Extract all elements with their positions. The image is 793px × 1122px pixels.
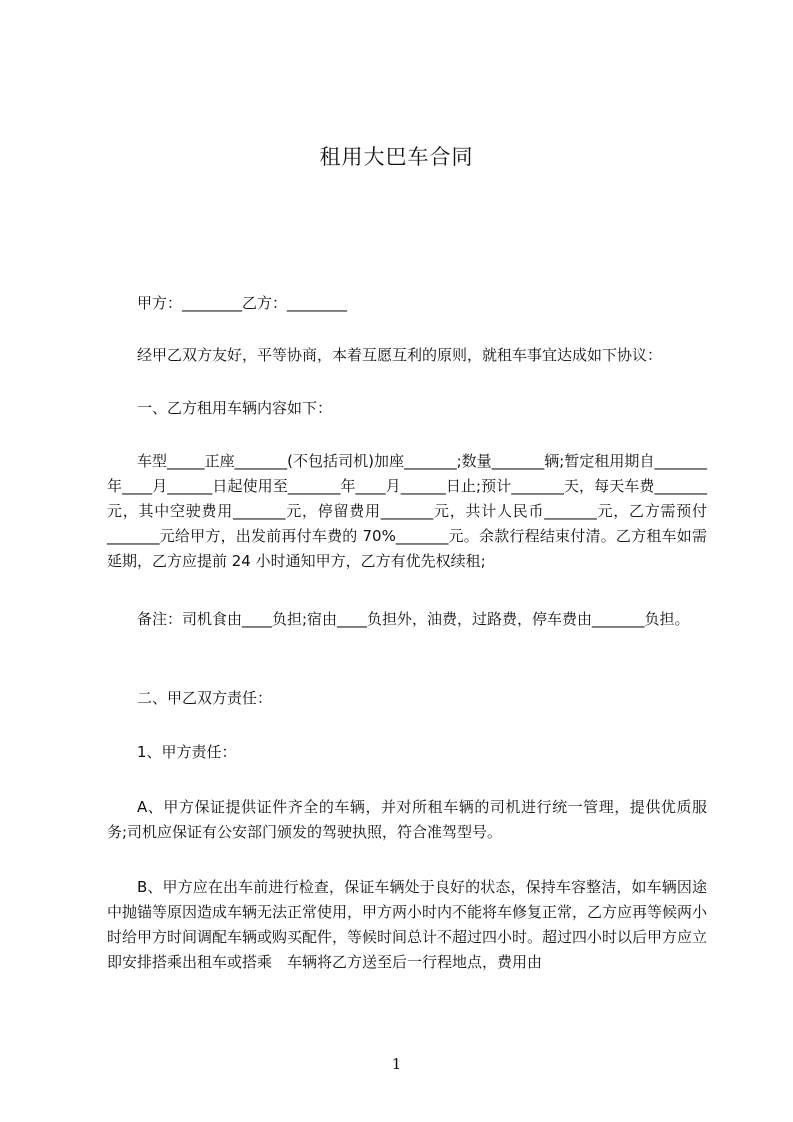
document-title: 租用大巴车合同 [319, 145, 474, 169]
page-number: 1 [391, 1055, 402, 1073]
sub-1-heading: 1、甲方责任： [137, 743, 237, 761]
clause-a-paragraph: A、甲方保证提供证件齐全的车辆，并对所租车辆的司机进行统一管理，提供优质服务;司机应保证有公安部门颁发的驾驶执照，符合准驾型号。 [107, 798, 707, 841]
section-2-heading: 二、甲乙双方责任： [137, 689, 273, 707]
section-1-heading: 一、乙方租用车辆内容如下： [137, 399, 333, 417]
remarks-paragraph: 备注：司机食由____负担;宿由____负担外，油费，过路费，停车费由_______负担。 [137, 610, 690, 628]
intro-paragraph: 经甲乙双方友好，平等协商，本着互愿互利的原则，就租车事宜达成如下协议： [137, 346, 663, 364]
vehicle-details-paragraph: 车型_____正座_______(不包括司机)加座_______;数量_______辆;暂定租用期自_______年____月______日起使用至_______年____月______日止;预计_______天，每天车费_______元，其中空驶费用_______元，停留费用_______元，共计人民币_______元，乙方需预付_______元给甲方，出发前再付车费的 70%_______元。余款行程结束付清。乙方租车如需延期，乙方应提前 24 小时通知甲方，乙方有优先权续租; [107, 452, 707, 570]
parties-line: 甲方：________乙方：________ [137, 294, 348, 312]
clause-b-paragraph: B、甲方应在出车前进行检查，保证车辆处于良好的状态，保持车容整洁，如车辆因途中抛锚等原因造成车辆无法正常使用，甲方两小时内不能将车修复正常，乙方应再等候两小时给甲方时间调配车辆或购买配件，等候时间总计不超过四小时。超过四小时以后甲方应立即安排搭乘出租车或搭乘 车辆将乙方送至后一行程地点，费用由 [107, 878, 708, 971]
